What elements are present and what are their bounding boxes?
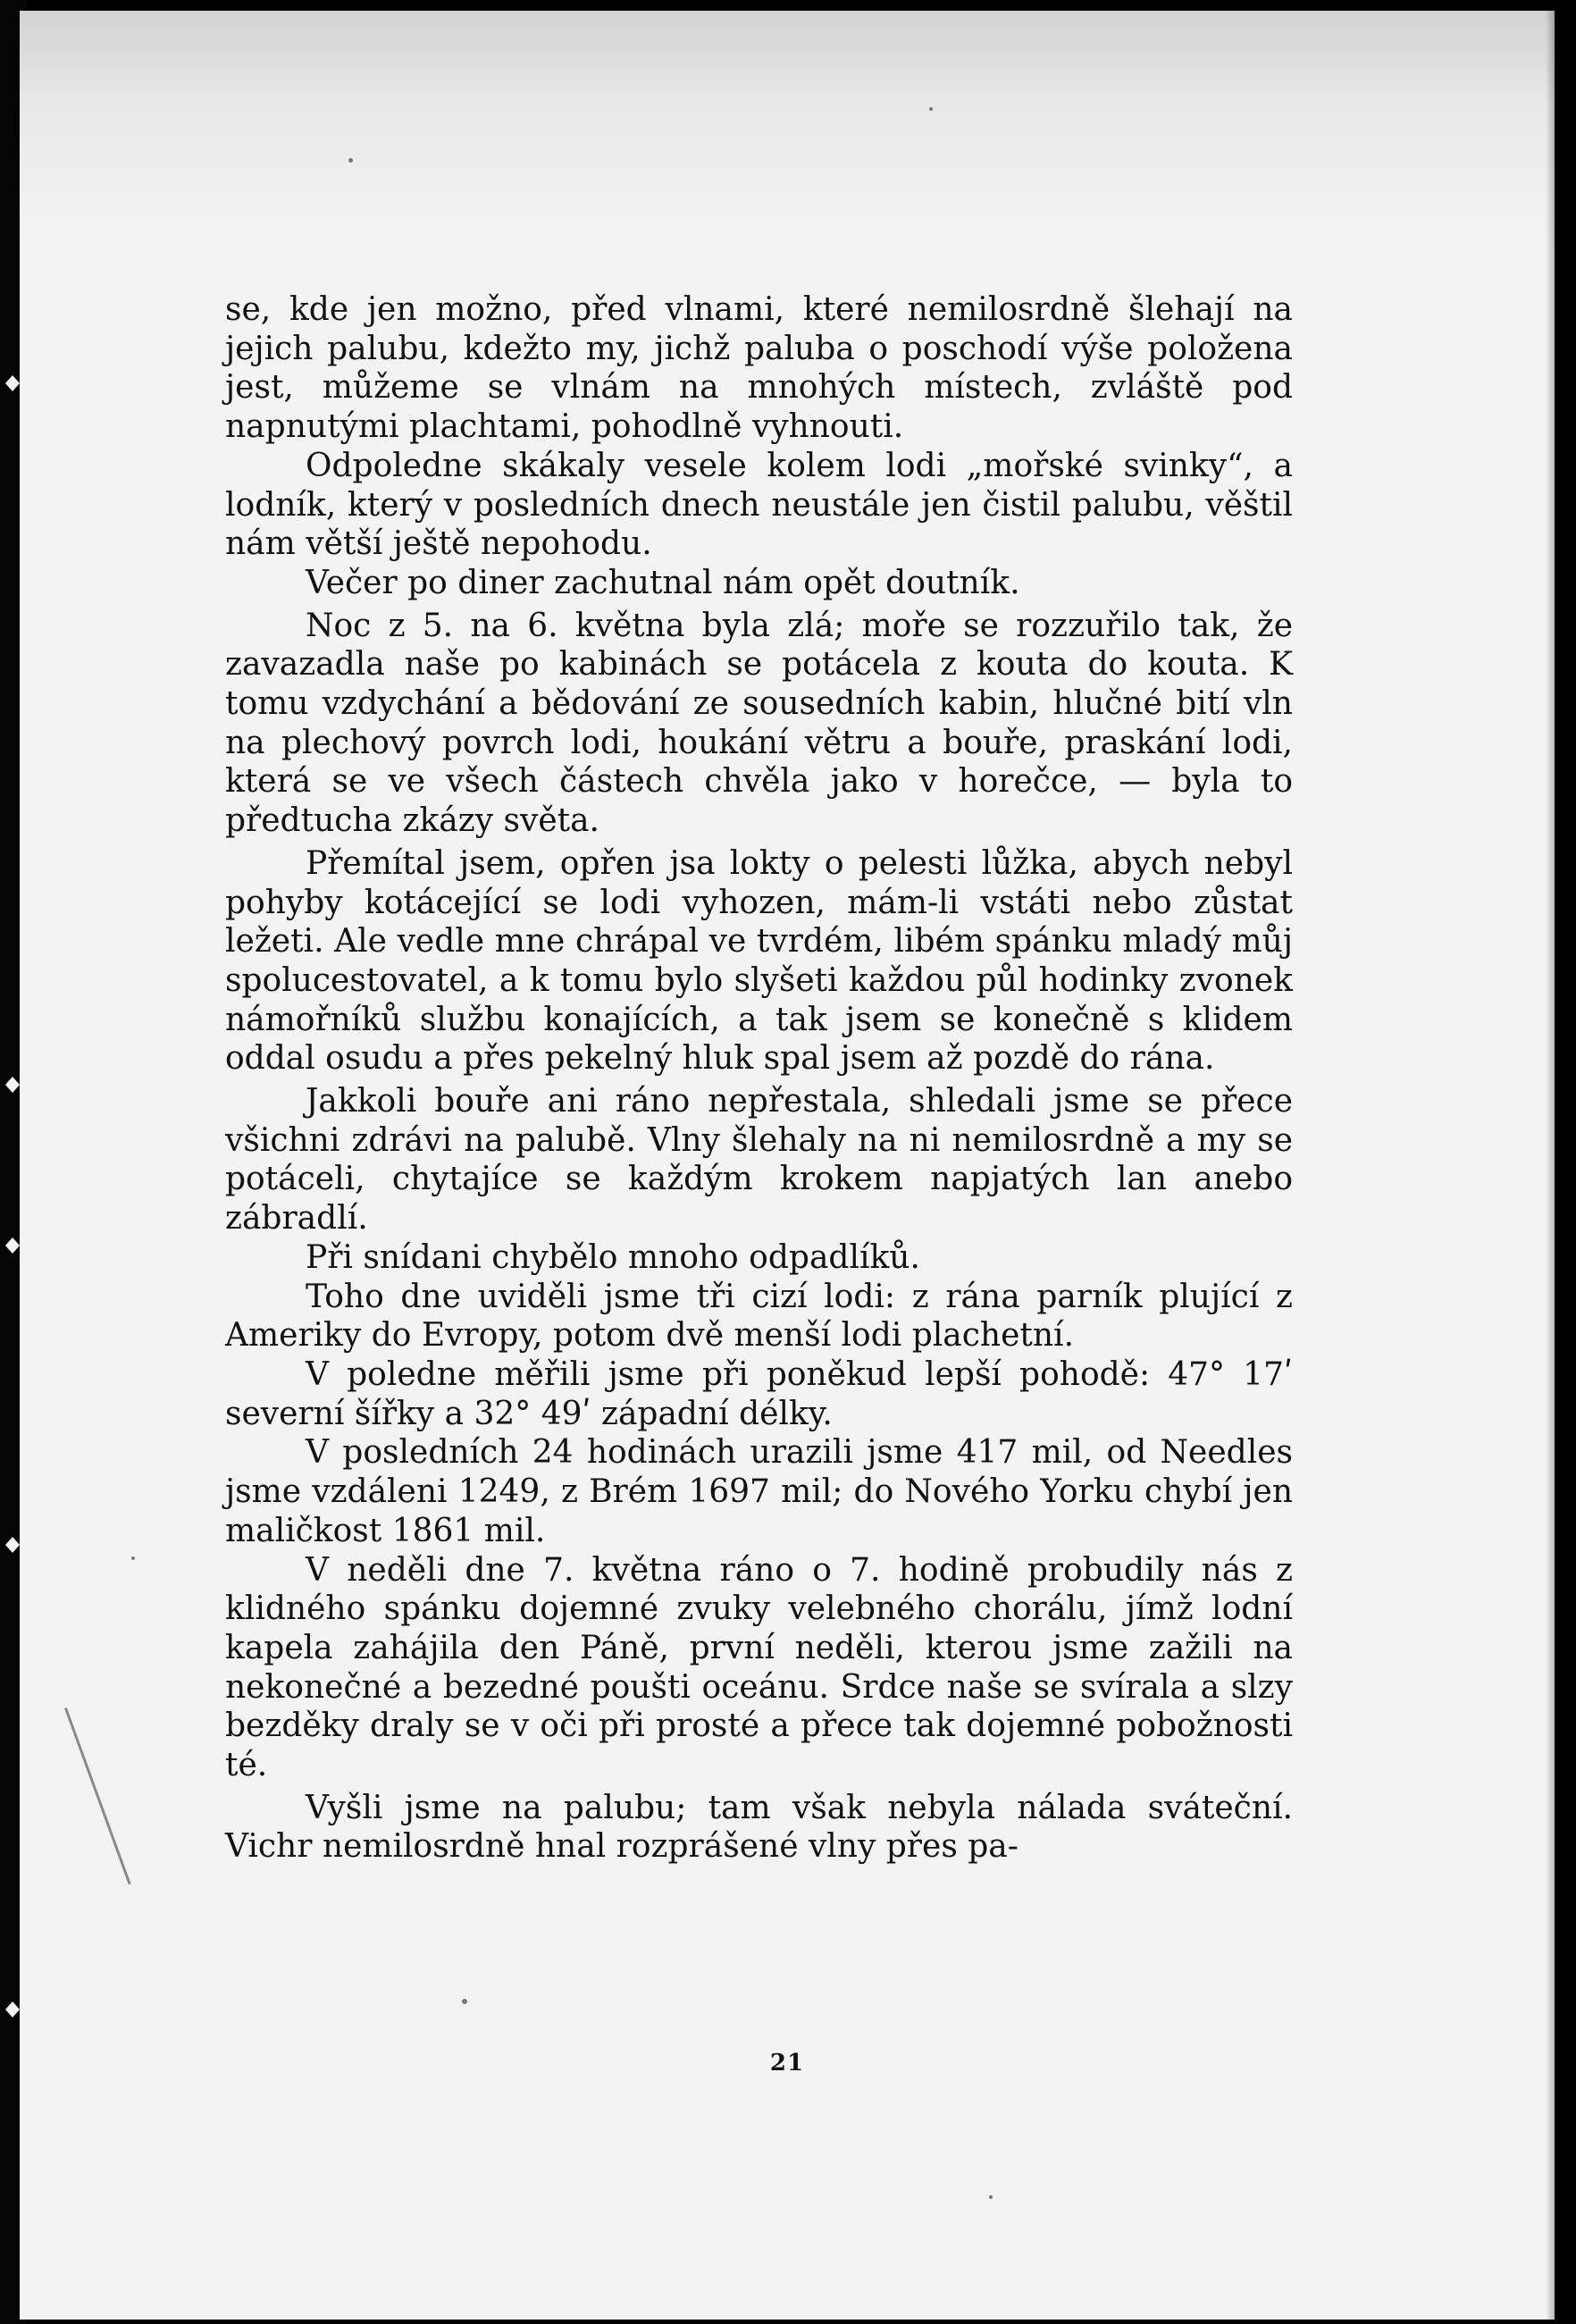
paragraph: Večer po diner zachutnal nám opět doutník. (306, 564, 1020, 601)
paragraph: Noc z 5. na 6. května byla zlá; moře se rozzuřilo tak, že zavazadla naše po kabinách se potácela z kouta do kouta. K tomu vzdychání a bědování ze sousedních kabin, hlučné bití vln na plechový povrch lodi, houkání větru a bouře, praskání lodi, která se ve všech částech chvěla jako v horečce, — byla to předtucha zkázy světa. (225, 607, 1293, 840)
paragraph: Při snídani chybělo mnoho odpadlíků. (306, 1238, 920, 1276)
paragraph: Vyšli jsme na palubu; tam však nebyla nálada sváteční. Vichr nemilosrdně hnal rozprášené vlny přes pa- (225, 1789, 1293, 1866)
page-number: 21 (769, 2050, 805, 2076)
paragraph: Toho dne uviděli jsme tři cizí lodi: z rána parník plující z Ameriky do Evropy, potom dvě menší lodi plachetní. (225, 1278, 1293, 1355)
paper-speck (462, 1999, 467, 2004)
paragraph: Přemítal jsem, opřen jsa lokty o pelesti lůžka, abych nebyl pohyby kotácející se lodi vyhozen, mám-li vstáti nebo zůstat ležeti. Ale vedle mne chrápal ve tvrdém, libém spánku mladý můj spolucestovatel, a k tomu bylo slyšeti každou půl hodinky zvonek námořníků službu konajících, a tak jsem se konečně s klidem oddal osudu a přes pekelný hluk spal jsem až pozdě do rána. (225, 844, 1293, 1078)
margin-scratch (64, 1707, 131, 1884)
scan-edge-mark (5, 1238, 20, 1254)
scan-edge-mark (5, 375, 20, 391)
book-page (20, 11, 1555, 2320)
paper-speck (348, 158, 353, 163)
paragraph: V neděli dne 7. května ráno o 7. hodině probudily nás z klidného spánku dojemné zvuky velebného chorálu, jímž lodní kapela zahájila den Páně, první neděli, kterou jsme zažili na nekonečné a bezedné poušti oceánu. Srdce naše se svírala a slzy bezděky draly se v oči při prosté a přece tak dojemné pobožnosti té. (225, 1551, 1293, 1784)
paragraph: V posledních 24 hodinách urazili jsme 417 mil, od Needles jsme vzdáleni 1249, z Brém 1697 mil; do Nového Yorku chybí jen maličkost 1861 mil. (225, 1434, 1293, 1549)
page-edge-shadow (1546, 11, 1555, 2320)
paragraph: V poledne měřili jsme při poněkud lepší pohodě: 47° 17ʹ severní šířky a 32° 49ʹ západní délky. (225, 1355, 1293, 1432)
paragraph: Jakkoli bouře ani ráno nepřestala, shledali jsme se přece všichni zdrávi na palubě. Vlny šlehaly na ni nemilosrdně a my se potáceli, chytajíce se každým krokem napjatých lan anebo zábradlí. (225, 1083, 1293, 1238)
paragraph: Odpoledne skákaly vesele kolem lodi „mořské svinky“, a lodník, který v posledních dnech neustále jen čistil palubu, věštil nám větší ještě nepohodu. (225, 447, 1293, 563)
scan-edge-mark (5, 1077, 20, 1093)
scan-edge-mark (5, 2001, 20, 2018)
paper-speck (989, 2195, 993, 2199)
body-text (225, 290, 1293, 1867)
paper-speck (131, 1556, 135, 1560)
scan-edge-mark (5, 1537, 20, 1553)
paper-speck (929, 107, 933, 111)
paragraph: se, kde jen možno, před vlnami, které nemilosrdně šlehají na jejich palubu, kdežto my, jichž paluba o poschodí výše položena jest, můžeme se vlnám na mnohých místech, zvláště pod napnutými plachtami, pohodlně vyhnouti. (225, 291, 1293, 446)
